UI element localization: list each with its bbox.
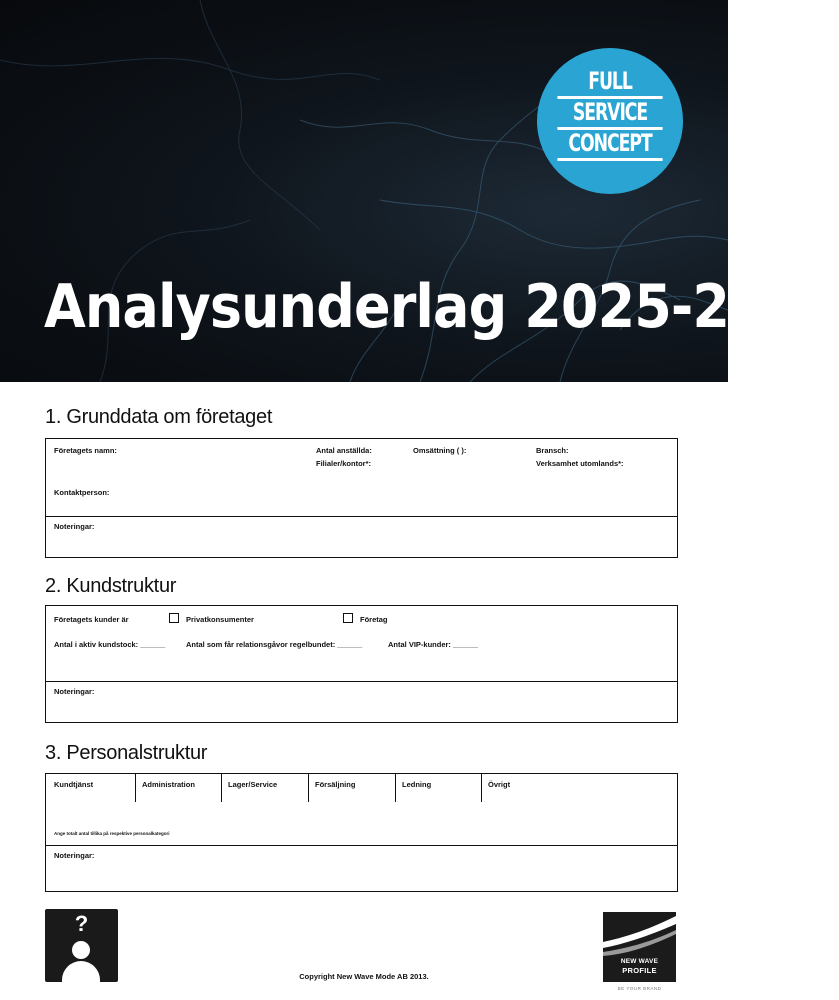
company-checkbox[interactable] bbox=[343, 613, 353, 623]
company-label: Företag bbox=[360, 615, 388, 624]
new-wave-profile-logo bbox=[603, 912, 676, 982]
section2-box bbox=[45, 605, 678, 723]
help-question-person-icon: ? bbox=[45, 909, 118, 982]
private-consumers-label: Privatkonsumenter bbox=[186, 615, 254, 624]
customers-are-label: Företagets kunder är bbox=[54, 615, 129, 624]
logo-stripes bbox=[603, 912, 676, 958]
staff-column bbox=[222, 774, 309, 802]
badge-line2: SERVICE bbox=[557, 99, 662, 130]
abroad-label: Verksamhet utomlands*: bbox=[536, 459, 624, 468]
section2-notes-row bbox=[46, 682, 677, 722]
section1-box bbox=[45, 438, 678, 558]
section1-title: 1. Grunddata om företaget bbox=[45, 406, 273, 428]
section1-notes-label: Noteringar: bbox=[54, 522, 95, 531]
staff-column bbox=[46, 774, 136, 802]
staff-column-label: Övrigt bbox=[488, 780, 511, 789]
staff-column-label: Ledning bbox=[402, 780, 432, 789]
hero-banner bbox=[0, 0, 839, 382]
copyright-text: Copyright New Wave Mode AB 2013. bbox=[299, 972, 429, 981]
section3-box bbox=[45, 773, 678, 892]
section3-notes-row bbox=[46, 846, 677, 891]
relation-gifts-label: Antal som får relationsgåvor regelbundet: ______ bbox=[186, 640, 363, 649]
staff-column bbox=[136, 774, 222, 802]
page-title: Analysunderlag 2025-2026 bbox=[44, 272, 839, 342]
staff-column-label: Försäljning bbox=[315, 780, 356, 789]
section2-data-row bbox=[46, 606, 677, 682]
section2-title: 2. Kundstruktur bbox=[45, 575, 177, 597]
full-service-concept-badge bbox=[537, 48, 683, 194]
staff-column-label: Lager/Service bbox=[228, 780, 278, 789]
section1-notes-row bbox=[46, 517, 677, 557]
section2-notes-label: Noteringar: bbox=[54, 687, 95, 696]
badge-line1: FULL bbox=[557, 68, 662, 99]
logo-line2: PROFILE bbox=[622, 966, 657, 975]
logo-line1: NEW WAVE bbox=[620, 958, 659, 965]
section3-data-row bbox=[46, 774, 677, 846]
turnover-label: Omsättning ( ): bbox=[413, 446, 467, 455]
staff-column bbox=[396, 774, 482, 802]
section3-title: 3. Personalstruktur bbox=[45, 742, 208, 764]
staff-column-label: Administration bbox=[142, 780, 195, 789]
vip-customers-label: Antal VIP-kunder: ______ bbox=[388, 640, 479, 649]
active-customers-label: Antal i aktiv kundstock: ______ bbox=[54, 640, 166, 649]
staff-total-note: Ange totalt antal tillika på respektive personalkategori bbox=[54, 831, 170, 836]
employees-label: Antal anställda: bbox=[316, 446, 372, 455]
private-consumers-checkbox[interactable] bbox=[169, 613, 179, 623]
badge-line3: CONCEPT bbox=[557, 130, 662, 161]
company-name-label: Företagets namn: bbox=[54, 446, 117, 455]
staff-column-label: Kundtjänst bbox=[54, 780, 94, 789]
industry-label: Bransch: bbox=[536, 446, 569, 455]
section3-notes-label: Noteringar: bbox=[54, 851, 95, 860]
staff-column bbox=[309, 774, 396, 802]
contact-label: Kontaktperson: bbox=[54, 488, 110, 497]
logo-tagline: BE YOUR BRAND bbox=[617, 986, 662, 991]
branches-label: Filialer/kontor*: bbox=[316, 459, 372, 468]
section1-data-row bbox=[46, 439, 677, 517]
